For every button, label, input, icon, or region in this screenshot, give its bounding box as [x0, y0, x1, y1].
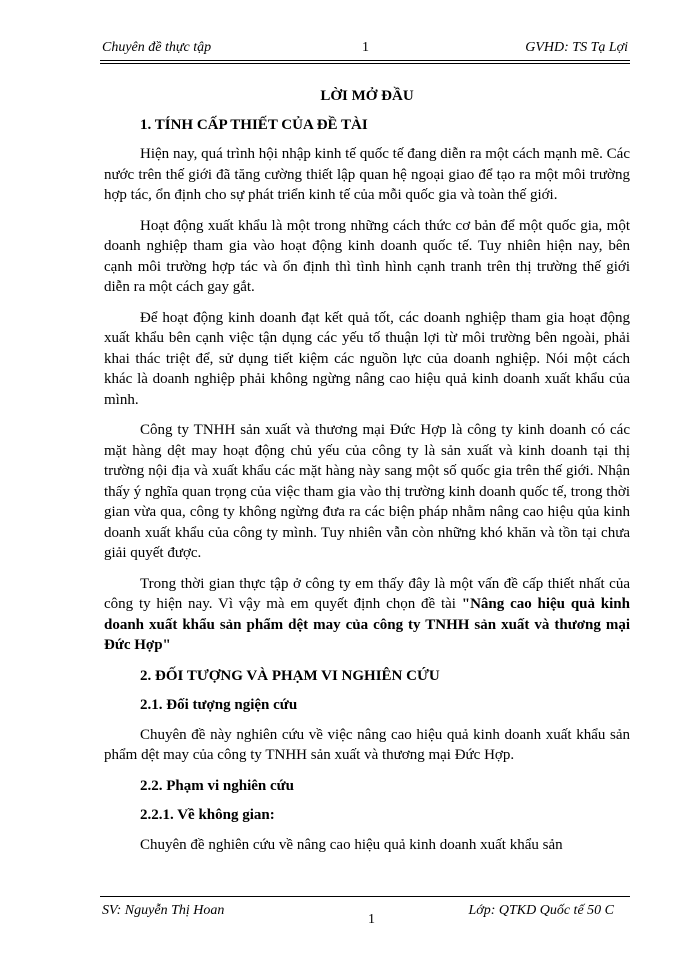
header-rule: [100, 60, 630, 61]
header-course-label: Chuyên đề thực tập: [102, 40, 212, 55]
page-header: [100, 38, 630, 64]
paragraph: Công ty TNHH sản xuất và thương mại Đức Hợp là công ty kinh doanh có các mặt hàng dệt may hoạt động chủ yếu của công ty là sản xuất và kinh doanh tại thị trường nội địa và xuất khẩu các mặt hàng này sang một số quốc gia trên thế giới. Nhận thấy ý nghĩa quan trọng của việc tham gia vào thị trường kinh doanh quốc tế, trong thời gian vừa qua, công ty không ngừng đưa ra các biện pháp nhằm nâng cao hiệu qủa kinh doanh xuất khẩu của công ty mình. Tuy nhiên vẫn còn những khó khăn và tồn tại chưa giải quyết được.: [104, 422, 630, 561]
footer-class: Lớp: QTKD Quốc tế 50 C: [468, 903, 614, 918]
paragraph: Hiện nay, quá trình hội nhập kinh tế quốc tế đang diễn ra một cách mạnh mẽ. Các nước trên thế giới đã tăng cường thiết lập quan hệ ngoại giao để tạo ra một môi trường hợp tác, ổn định cho sự phát triển kinh tế của mỗi quốc gia và toàn thế giới.: [104, 146, 630, 203]
section-heading-1: 1. TÍNH CẤP THIẾT CỦA ĐỀ TÀI: [140, 116, 368, 133]
document-title: LỜI MỞ ĐẦU: [320, 88, 414, 104]
paragraph: Chuyên đề nghiên cứu về nâng cao hiệu quả kinh doanh xuất khẩu sản: [140, 836, 563, 853]
paragraph-text: Trong thời gian thực tập ở công ty em thấy đây là một vấn đề cấp thiết nhất của công ty hiện nay. Vì vậy mà em quyết định chọn đề tài: [104, 575, 630, 612]
section-heading-2: 2. ĐỐI TƯỢNG VÀ PHẠM VI NGHIÊN CỨU: [140, 667, 440, 684]
header-page-number: 1: [362, 40, 369, 55]
paragraph: Hoạt động xuất khẩu là một trong những cách thức cơ bản để một quốc gia, một doanh nghiệp tham gia vào hoạt động kinh doanh quốc tế. Tuy nhiên hiện nay, bên cạnh môi trường hợp tác và ổn định thì tình hình cạnh tranh trên thị trường thế giới diễn ra một cách gay gắt.: [104, 217, 630, 295]
document-body: [104, 86, 630, 855]
subsection-heading-2-2-1: 2.2.1. Về không gian:: [140, 807, 275, 823]
paragraph-topic: [104, 574, 630, 656]
paragraph: Chuyên đề này nghiên cứu về việc nâng cao hiệu quả kinh doanh xuất khẩu sản phẩm dệt may của công ty TNHH sản xuất và thương mại Đức Hợp.: [104, 726, 630, 763]
subsection-heading-2-2: 2.2. Phạm vi nghiên cứu: [140, 777, 295, 794]
footer-student: SV: Nguyễn Thị Hoan: [102, 903, 225, 918]
footer-page-number: 1: [368, 912, 375, 927]
paragraph: Để hoạt động kinh doanh đạt kết quả tốt, các doanh nghiệp tham gia hoạt động xuất khẩu bên cạnh việc tận dụng các yếu tố thuận lợi từ môi trường bên ngoài, phải khai thác triệt để, sử dụng tiết kiệm các nguồn lực của doanh nghiệp. Nói một cách khác là doanh nghiệp phải không ngừng nâng cao hiệu quả kinh doanh xuất khẩu của mình.: [104, 309, 630, 408]
thesis-topic: "Nâng cao hiệu quả kinh doanh xuất khẩu sản phẩm dệt may của công ty TNHH sản xuất và thương mại Đức Hợp": [104, 596, 630, 653]
footer-rule: [100, 896, 630, 897]
page-footer: [100, 896, 630, 936]
subsection-heading-2-1: 2.1. Đối tượng ngiện cứu: [140, 697, 298, 713]
header-rule: [100, 63, 630, 64]
header-supervisor: GVHD: TS Tạ Lợi: [525, 40, 628, 55]
